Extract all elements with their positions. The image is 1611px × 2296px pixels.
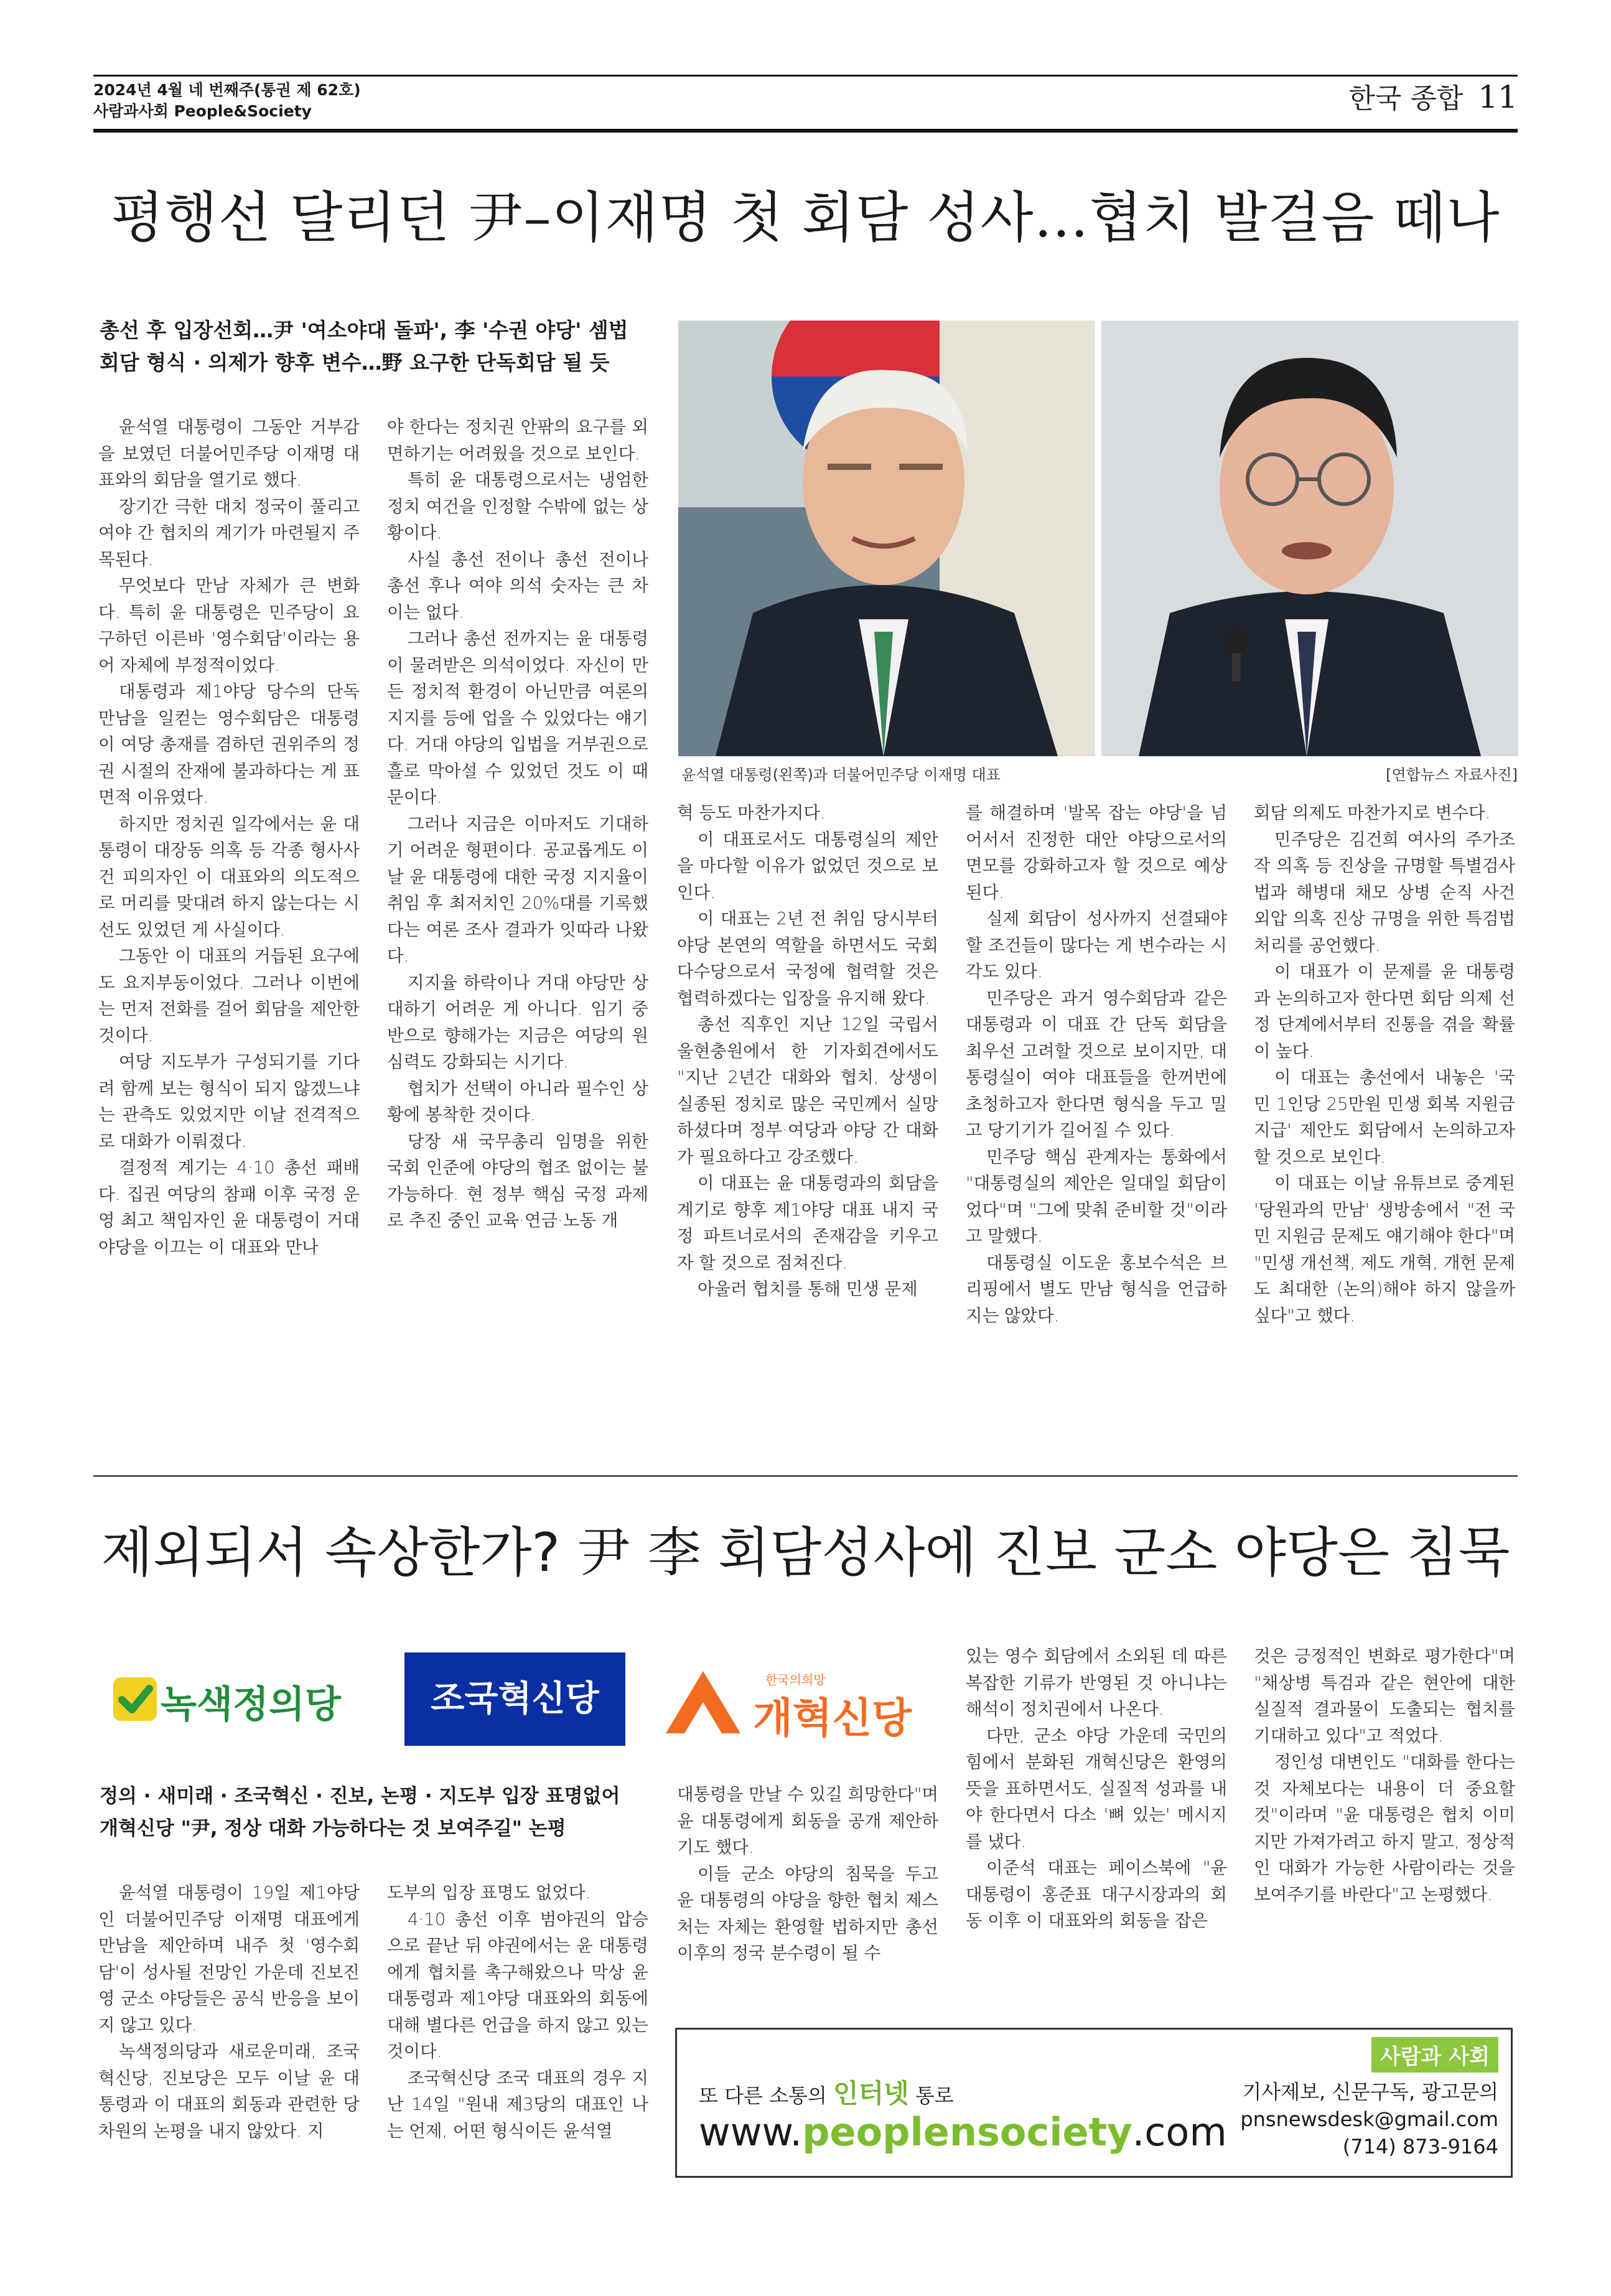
paragraph: 이들 군소 야당의 침묵을 두고 윤 대통령의 야당을 향한 협치 제스처는 자체는 환영할 법하지만 총선 이후의 정국 분수령이 될 수 (677, 1863, 938, 1963)
article1-subhead-1: 총선 후 입장선회…尹 '여소야대 돌파', 李 '수권 야당' 셈법 (100, 318, 628, 342)
ad-services: 기사제보, 신문구독, 광고문의 (1242, 2080, 1498, 2104)
publication-name: 사람과사회 People&Society (93, 102, 312, 120)
header-rule (93, 129, 1518, 133)
green-justice-party-logo (106, 1652, 367, 1740)
ad-website-link[interactable] (699, 2109, 1227, 2155)
article2-subheads (100, 1780, 660, 1845)
article2-column-4 (966, 1643, 1227, 1934)
paragraph: 윤석열 대통령이 19일 제1야당인 더불어민주당 이재명 대표에게 만남을 제안하며 내주 첫 '영수회담'이 성사될 전망인 가운데 진보진영 군소 야당들은 공식 반응을 보이지 않고 있다. (98, 1883, 360, 2035)
issue-line: 2024년 4월 네 번째주(통권 제 62호) (93, 81, 361, 99)
paragraph: 있는 영수 회담에서 소외된 데 따른 복잡한 기류가 반영된 것 아니냐는 해석이 정치권에서 나온다. (966, 1646, 1227, 1719)
ad-tagline-pre: 또 다른 소통의 (699, 2084, 827, 2107)
paragraph: 민주당은 과거 영수회담과 같은 대통령과 이 대표 간 단독 회담을 최우선 고려할 것으로 보이지만, 대통령실이 여야 대표들을 한꺼번에 초청하고자 한다면 형식을 두고 밀고 당기기가 길어질 수 있다. (966, 988, 1227, 1140)
article2-subhead-1: 정의 · 새미래 · 조국혁신 · 진보, 논평 · 지도부 입장 표명없어 (100, 1785, 620, 1807)
paragraph: 대통령을 만날 수 있길 희망한다"며 윤 대통령에게 회동을 공개 제안하기도 했다. (677, 1784, 938, 1857)
paragraph: 지지율 하락이나 거대 야당만 상대하기 어려운 게 아니다. 임기 중반으로 향해가는 지금은 여당의 원심력도 강화되는 시기다. (387, 972, 648, 1072)
ad-email[interactable]: pnsnewsdesk@gmail.com (1240, 2107, 1498, 2131)
paragraph: 회담 의제도 마찬가지로 변수다. (1254, 803, 1491, 823)
url-prefix: www. (699, 2109, 803, 2155)
paragraph: 도부의 입장 표명도 없었다. (387, 1883, 591, 1903)
page-number: 11 (1478, 79, 1518, 115)
cho-kuk-party-logo (404, 1652, 625, 1746)
article1-column-1 (98, 414, 360, 1260)
article2-column-3 (677, 1781, 938, 1967)
article2-headline: 제외되서 속상한가? 尹 李 회담성사에 진보 군소 야당은 침묵 (101, 1522, 1510, 1584)
paragraph: 이 대표가 이 문제를 윤 대통령과 논의하고자 한다면 회담 의제 선정 단계에서부터 진통을 겪을 확률이 높다. (1254, 962, 1515, 1061)
paragraph: 것은 긍정적인 변화로 평가한다"며 "채상병 특검과 같은 현안에 대한 실질적 결과물이 도출되는 협치를 기대하고 있다"고 적었다. (1254, 1646, 1515, 1746)
paragraph: 조국혁신당 조국 대표의 경우 지난 14일 "원내 제3당의 대표인 나는 언제, 어떤 형식이든 윤석열 (387, 2068, 648, 2141)
article2-column-1 (98, 1880, 360, 2144)
paragraph: 이 대표로서도 대통령실의 제안을 마다할 이유가 없었던 것으로 보인다. (677, 829, 938, 902)
paragraph: 아울러 협치를 통해 민생 문제 (698, 1279, 918, 1299)
paragraph: 야 한다는 정치권 안팎의 요구를 외면하기는 어려웠을 것으로 보인다. (387, 417, 648, 464)
paragraph: 정인성 대변인도 "대화를 한다는 것 자체보다는 내용이 더 중요할 것"이라며 "윤 대통령은 협치 이미지만 가져가려고 하지 말고, 정상적인 대화가 가능한 사람이라는 것을 보여주기를 바란다"고 논평했다. (1254, 1752, 1515, 1905)
website-ad-box (675, 2028, 1513, 2178)
article2-column-2 (387, 1880, 648, 2144)
paragraph: 당장 새 국무총리 임명을 위한 국회 인준에 야당의 협조 없이는 불가능하다. 현 정부 핵심 국정 과제로 추진 중인 교육·연금·노동 개 (387, 1131, 648, 1230)
article1-column-4 (966, 800, 1227, 1329)
paragraph: 결정적 계기는 4·10 총선 패배다. 집권 여당의 참패 이후 국정 운영 최고 책임자인 윤 대통령이 거대 야당을 이끄는 이 대표와 만나 (98, 1158, 360, 1257)
paragraph: 대통령실 이도운 홍보수석은 브리핑에서 별도 만남 형식을 언급하지는 않았다. (966, 1252, 1227, 1326)
reform-mark-icon (660, 1665, 747, 1740)
paragraph: 총선 직후인 지난 12일 국립서울현충원에서 한 기자회견에서도 "지난 2년간 대화와 협치, 상생이 실종된 정치로 많은 국민께서 실망하셨다며 정부·여당과 야당 간 대화가 필요하다고 강조했다. (677, 1014, 938, 1167)
paragraph: 이 대표는 2년 전 취임 당시부터 야당 본연의 역할을 하면서도 국회 다수당으로서 국정에 협력할 것은 협력하겠다는 입장을 유지해 왔다. (677, 909, 938, 1008)
article1-column-5 (1254, 800, 1515, 1329)
article1-column-3 (677, 800, 938, 1303)
reform-party-logo (660, 1652, 921, 1746)
paragraph: 무엇보다 만남 자체가 큰 변화다. 특히 윤 대통령은 민주당이 요구하던 이른바 '영수회담'이라는 용어 자체에 부정적이었다. (98, 576, 360, 675)
ad-badge: 사람과 사회 (1371, 2037, 1498, 2073)
paragraph: 녹색정의당과 새로운미래, 조국혁신당, 진보당은 모두 이날 윤 대통령과 이 대표의 회동과 관련한 당 차원의 논평을 내지 않았다. 지 (98, 2041, 360, 2141)
paragraph: 이 대표는 이날 유튜브로 중계된 '당원과의 만남' 생방송에서 "전 국민 지원금 문제도 얘기해야 한다"며 "민생 개선책, 제도 개혁, 개헌 문제도 최대한 (논의)해야 하지 않을까 싶다"고 했다. (1254, 1173, 1515, 1326)
reform-party-name: 개혁신당 (753, 1694, 912, 1742)
url-domain: peoplensociety (802, 2109, 1132, 2155)
paragraph: 여당 지도부가 구성되기를 기다려 함께 보는 형식이 되지 않겠느냐는 관측도 있었지만 이날 전격적으로 대화가 이뤄졌다. (98, 1052, 360, 1151)
photo-credit: [연합뉴스 자료사진] (1386, 766, 1518, 784)
top-rule (93, 75, 1518, 77)
paragraph: 그러나 총선 전까지는 윤 대통령이 물려받은 의석이었다. 자신이 만든 정치적 환경이 아닌만큼 여론의 지지를 등에 업을 수 있었다는 얘기다. 거대 야당의 입법을 거부권으로 흘로 막아설 수 있었던 것도 이 때문이다. (387, 629, 648, 807)
paragraph: 실제 회담이 성사까지 선결돼야 할 조건들이 많다는 게 변수라는 시각도 있다. (966, 909, 1227, 982)
paragraph: 하지만 정치권 일각에서는 윤 대통령이 대장동 의혹 등 각종 형사사건 피의자인 이 대표와의 의도적으로 머리를 맞대려 하지 않는다는 시선도 있었던 게 사실이다. (98, 813, 360, 940)
section-info (1348, 80, 1518, 116)
article2-subhead-2: 개혁신당 "尹, 정상 대화 가능하다는 것 보여주길" 논평 (100, 1817, 566, 1840)
paragraph: 혁 등도 마찬가지다. (677, 803, 826, 823)
section-label: 한국 종합 (1348, 83, 1464, 115)
ad-tagline-highlight: 인터넷 (833, 2078, 909, 2109)
reform-tagline: 한국의희망 (765, 1672, 826, 1687)
green-party-name: 녹색정의당 (161, 1683, 341, 1727)
photo-illustration (678, 321, 1518, 756)
paragraph: 윤석열 대통령이 그동안 거부감을 보였던 더불어민주당 이재명 대표와의 회담을 열기로 했다. (98, 417, 360, 490)
article1-photo (678, 321, 1518, 756)
url-suffix: .com (1132, 2109, 1227, 2155)
article2-column-5 (1254, 1643, 1515, 1908)
paragraph: 사실 총선 전이나 총선 전이나 총선 후나 여야 의석 숫자는 큰 차이는 없다. (387, 549, 648, 622)
paragraph: 협치가 선택이 아니라 필수인 상황에 봉착한 것이다. (387, 1078, 648, 1125)
paragraph: 특히 윤 대통령으로서는 냉엄한 정치 여건을 인정할 수밖에 없는 상황이다. (387, 470, 648, 543)
ad-tagline-post: 통로 (915, 2084, 954, 2107)
article1-headline: 평행선 달리던 尹–이재명 첫 회담 성사…협치 발걸음 떼나 (111, 185, 1500, 250)
paragraph: 이준석 대표는 페이스북에 "윤 대통령이 홍준표 대구시장과의 회동 이후 이 대표와의 회동을 잡은 (966, 1858, 1227, 1931)
paragraph: 그동안 이 대표의 거듭된 요구에도 요지부동이었다. 그러나 이번에는 먼저 전화를 걸어 회담을 제안한 것이다. (98, 946, 360, 1046)
ad-phone[interactable]: (714) 873-9164 (1342, 2135, 1498, 2158)
paragraph: 민주당 핵심 관계자는 통화에서 "대통령실의 제안은 일대일 회담이었다"며 "그에 맞춰 준비할 것"이라고 말했다. (966, 1146, 1227, 1246)
paragraph: 를 해결하며 '발목 잡는 야당'을 넘어서서 진정한 대안 야당으로서의 면모를 강화하고자 할 것으로 예상된다. (966, 803, 1227, 902)
article1-subheads (100, 314, 660, 379)
paragraph: 대통령과 제1야당 당수의 단독 만남을 일컫는 영수회담은 대통령이 여당 총재를 겸하던 권위주의 정권 시절의 잔재에 불과하다는 게 표면적 이유였다. (98, 682, 360, 807)
cho-party-name: 조국혁신당 (431, 1679, 599, 1719)
section-divider (93, 1475, 1518, 1477)
paragraph: 이 대표는 총선에서 내놓은 '국민 1인당 25만원 민생 회복 지원금 지급' 제안도 회담에서 논의하고자 할 것으로 보인다. (1254, 1067, 1515, 1167)
issue-info (93, 80, 361, 122)
ad-tagline (699, 2073, 954, 2111)
paragraph: 그러나 지금은 이마저도 기대하기 어려운 형편이다. 공교롭게도 이날 윤 대통령에 대한 국정 지지율이 취임 후 최저치인 20%대를 기록했다는 여론 조사 결과가 잇따라 나왔다. (387, 813, 648, 966)
ad-contact (1240, 2078, 1498, 2160)
paragraph: 장기간 극한 대치 정국이 풀리고 여야 간 협치의 계기가 마련될지 주목된다. (98, 496, 360, 569)
paragraph: 이 대표는 윤 대통령과의 회담을 계기로 향후 제1야당 대표 내지 국정 파트너로서의 존재감을 키우고자 할 것으로 점쳐진다. (677, 1173, 938, 1273)
paragraph: 4·10 총선 이후 범야권의 압승으로 끝난 뒤 야권에서는 윤 대통령에게 협치를 촉구해왔으나 막상 윤 대통령과 제1야당 대표와의 회동에 대해 별다른 언급을 하지 않고 있는 것이다. (387, 1909, 648, 2061)
article1-column-2 (387, 414, 648, 1234)
check-icon (113, 1677, 157, 1721)
photo-caption: 윤석열 대통령(왼쪽)과 더불어민주당 이재명 대표 (681, 766, 1001, 784)
paragraph: 민주당은 김건희 여사의 주가조작 의혹 등 진상을 규명할 특별검사법과 해병대 채모 상병 순직 사건 외압 의혹 진상 규명을 위한 특검법 처리를 공언했다. (1254, 829, 1515, 955)
article1-subhead-2: 회담 형식 · 의제가 향후 변수…野 요구한 단독회담 될 듯 (100, 350, 610, 375)
paragraph: 다만, 군소 야당 가운데 국민의힘에서 분화된 개혁신당은 환영의 뜻을 표하면서도, 실질적 성과를 내야 한다면서 다소 '뼈 있는' 메시지를 냈다. (966, 1725, 1227, 1852)
